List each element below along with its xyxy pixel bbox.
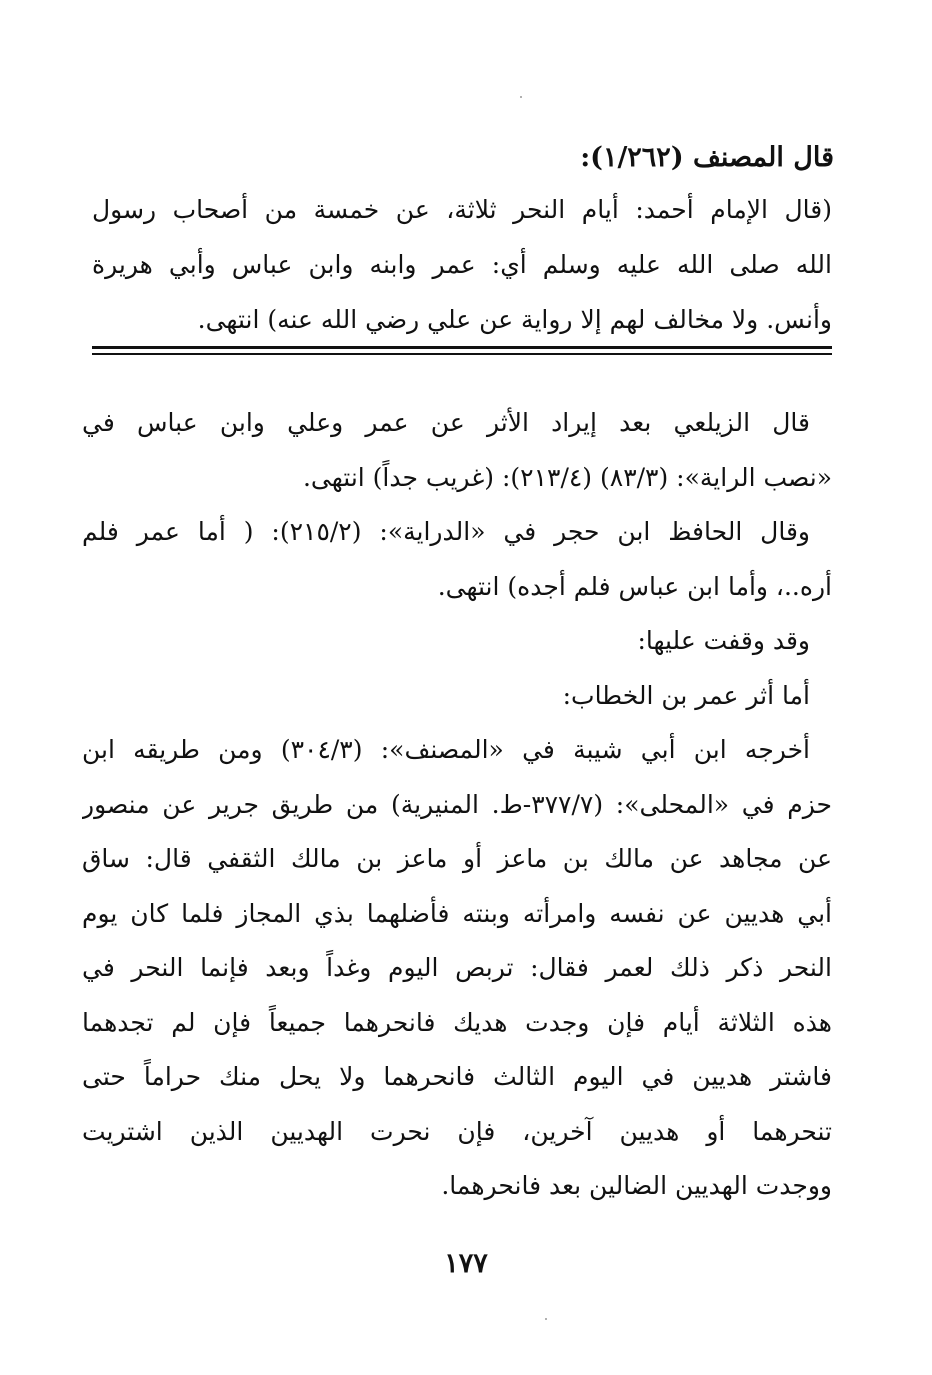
scan-speck [545,1318,547,1320]
paragraph-line: أره..، وأما ابن عباس فلم أجده) انتهى. [437,571,832,601]
quote-line: (قال الإمام أحمد: أيام النحر ثلاثة، عن خمسة من أصحاب رسول [92,195,832,224]
page-number: ١٧٧ [444,1248,488,1279]
quoted-text-block [92,182,832,347]
paragraph-line: عن مجاهد عن مالك بن ماعز أو ماعز بن مالك الثقفي قال: ساق [82,844,832,873]
body-text [82,396,832,1214]
paragraph-line: وقال الحافظ ابن حجر في «الدراية»: (٢١٥/٢): ( أما عمر فلم [82,517,810,546]
paragraph-line: أخرجه ابن أبي شيبة في «المصنف»: (٣٠٤/٣) ومن طريقه ابن [82,735,810,764]
paragraph-line: «نصب الراية»: (٨٣/٣) (٢١٣/٤): (غريب جداً) انتهى. [302,462,832,492]
paragraph-line: أبي هديين عن نفسه وامرأته وبنته فأضلهما بذي المجاز فلما كان يوم [82,898,832,928]
scan-speck [520,96,522,98]
divider-thin [92,353,832,355]
paragraph-line: قال الزيلعي بعد إيراد الأثر عن عمر وعلي وابن عباس في [82,408,810,437]
paragraph-line: تنحرهما أو هديين آخرين، فإن نحرت الهديين الذين اشتريت [82,1116,832,1146]
paragraph-line: هذه الثلاثة أيام فإن وجدت هديك فانحرهما جميعاً فإن لم تجدهما [82,1007,832,1037]
divider-thick [92,346,832,349]
paragraph-line: أما أثر عمر بن الخطاب: [562,680,810,710]
paragraph-line: النحر ذكر ذلك لعمر فقال: تربص اليوم وغداً وبعد فإنما النحر في [82,953,832,982]
quote-line: الله صلى الله عليه وسلم أي: عمر وابنه وابن عباس وأبي هريرة [92,250,832,279]
paragraph-line: وقد وقفت عليها: [637,626,810,655]
section-heading: قال المصنف (١/٢٦٢): [580,142,834,173]
paragraph-line: حزم في «المحلى»: (٣٧٧/٧-ط. المنيرية) من طريق جرير عن منصور [82,789,832,819]
paragraph-line: فاشتر هديين في اليوم الثالث فانحرهما ولا يحل منك حراماً حتى [82,1062,832,1091]
quote-line: وأنس. ولا مخالف لهم إلا رواية عن علي رضي الله عنه) انتهى. [197,305,832,334]
paragraph-line: ووجدت الهديين الضالين بعد فانحرهما. [441,1171,832,1200]
